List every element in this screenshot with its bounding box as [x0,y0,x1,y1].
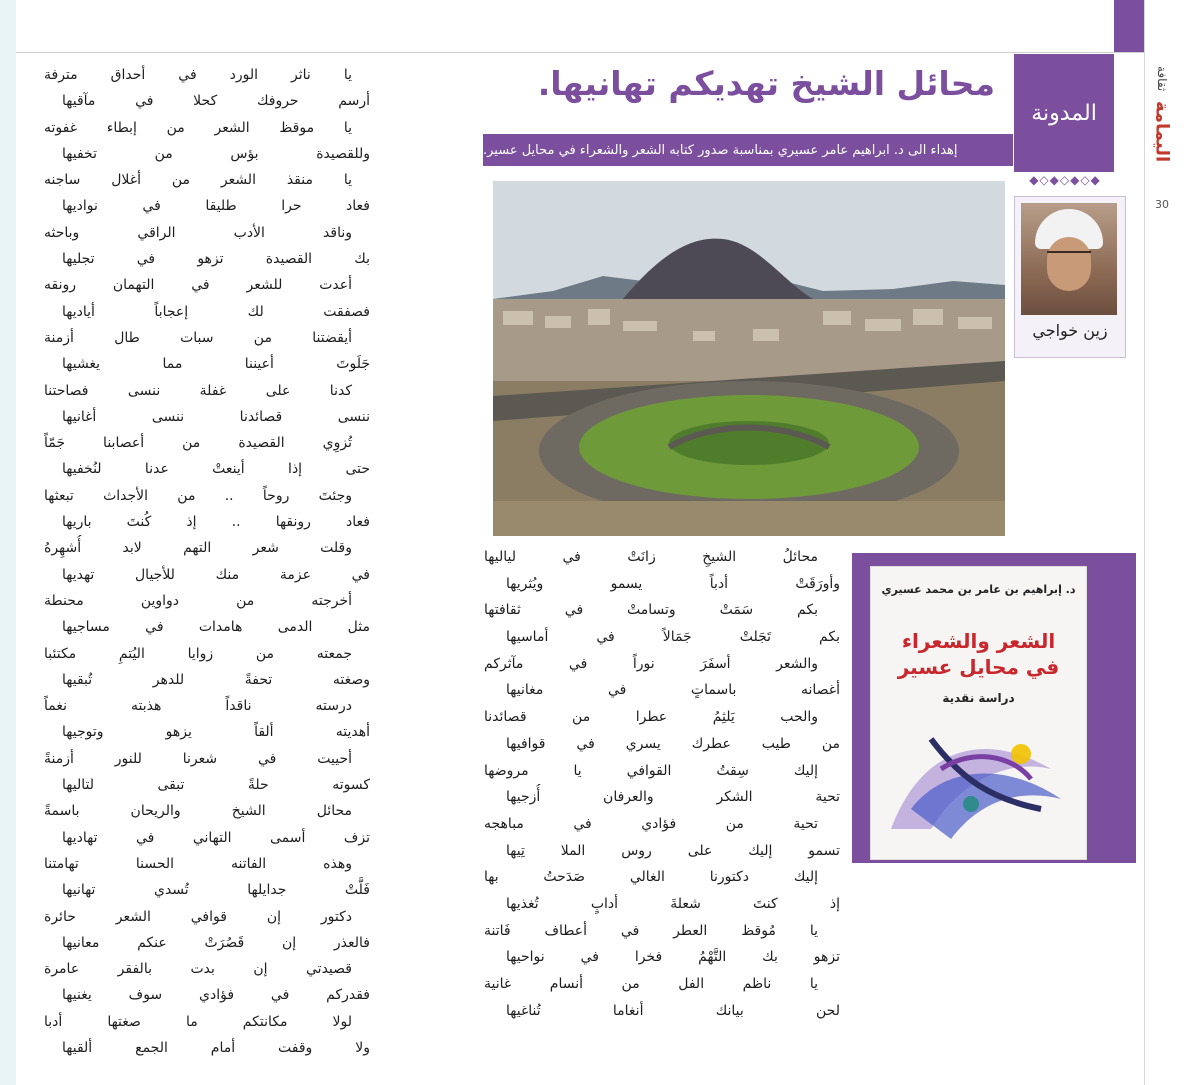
poem-line: حتى إذا أينعتْ عدنا لنُخفيها [62,461,370,478]
left-margin-strip [0,0,16,1085]
poem-line: والحب يَلثِمُ عطرا من قصائدنا [484,709,818,726]
poem-line: درسته ناقداً هذبته نغماً [44,698,352,715]
poem-line: بكم تَجَلتْ جَمَالاً في أماسيها [506,629,840,646]
poem-line: بك القصيدة تزهو في تجليها [62,251,370,268]
poem-line: تحية من فؤادي في مباهجه [484,815,818,832]
poem-line: محائلُ الشيخِ زانَتْ في لياليها [484,549,818,565]
poem-line: وأورَقَتْ أدباً يسمو ويُثريها [506,575,840,592]
poem-line: تُزوِي القصيدة من أعصابنا جَمّاً [44,435,352,452]
header-rule [16,52,1144,53]
poem-line: يا موقظ الشعر من إبطاء غفوته [44,119,352,136]
poem-line: كدنا على غفلة ننسى فصاحتنا [44,382,352,399]
poem-line: لحن بيانك أنغاما تُناغيها [506,1002,840,1019]
poem-column-left [44,62,370,1061]
poem-column-bottom [484,544,840,1024]
poem-line: يا منقذ الشعر من أغلال ساجنه [44,172,352,189]
magazine-logo: اليمامة [1151,101,1173,163]
poem-line: كسوته حلةً تبقى لتاليها [62,777,370,794]
poem-line: ننسى قصائدنا ننسى أغانيها [62,408,370,425]
poem-line: تزهو بك التَّهْمُ فخرا في نواحيها [506,949,840,966]
book-panel [852,553,1136,863]
book-author: د. إبراهيم بن عامر بن محمد عسيري [881,583,1076,596]
ornament-divider: ◆◇◆◇◆◇◆ [1029,173,1101,187]
article-subtitle: إهداء الى د. ابراهيم عامر عسيري بمناسبة صدور كتابه الشعر والشعراء في محايل عسير. [483,134,1013,166]
book-title-line2: في محايل عسير [897,655,1060,679]
poem-line: يا ناثر الورد في أحداق مترفة [44,67,352,83]
poem-line: أحييت في شعرنا للنور أزمنةً [44,750,352,767]
poem-line: فعاد رونقها .. إذ كُنتَ باريها [62,514,370,531]
city-photo-illustration [493,181,1005,536]
poem-line: فالعذر إن قَصُرَتْ عنكم معانيها [62,934,370,951]
page-edge-line [1144,0,1145,1085]
poem-line: وللقصيدة بؤس من تخفيها [62,145,370,162]
poem-line: ولا وقفت أمام الجمع ألقيها [62,1039,370,1056]
poem-line: وناقد الأدب الراقي وباحثه [44,224,352,241]
poem-line: تسمو إليك على روس الملا تِيها [506,842,840,859]
poem-line: لولا مكانتكم ما صغتها أدبا [44,1013,352,1030]
poem-line: أرسم حروفك كحلا في مآقيها [62,93,370,110]
poem-line: من طيب عطرك يسري في قوافيها [506,735,840,752]
poem-line: إذ كنتَ شعلةَ أدابٍ تُغذيها [506,895,840,912]
book-title-line1: الشعر والشعراء [901,629,1056,653]
poem-line: دكتور إن قوافي الشعر حائرة [44,908,352,925]
section-label: ثقافة [1155,66,1169,92]
author-photo [1021,203,1117,315]
poem-line: وجئتَ روحاً .. من الأجداث تبعثها [44,487,352,504]
book-cover [870,566,1087,860]
poem-line: وصغته تحفةً للدهر تُبقيها [62,671,370,688]
poem-line: فعاد حرا طليقا في نواديها [62,198,370,215]
poem-line: إليك دكتورنا الغالي صَدَحتُ بها [484,869,818,886]
poem-line: فصفقت لك إعجاباً أياديها [62,303,370,320]
poem-line: تزف أسمى التهاني في تهاديها [62,829,370,846]
poem-line: جَلَوتَ أعيننا مما يغشيها [62,356,370,373]
book-subtitle: دراسة نقدية [942,691,1015,705]
poem-line: فقدركم في فؤادي سوف يغنيها [62,987,370,1004]
poem-line: بكم سَمَتْ وتسامتْ في ثقافتها [484,602,818,619]
poem-line: تحية الشكر والعرفان أُزجيها [506,789,840,806]
calligraphy-artwork [871,709,1086,859]
poem-line: إليك سِقتُ القوافي يا مروضها [484,762,818,779]
author-name: زين خواجي [1032,321,1108,340]
poem-line: يا ناظم الفل من أنسام غانية [484,976,818,992]
poem-line: فَلَّتْ جدايلها تُسدي تهانيها [62,882,370,899]
city-photo [493,181,1005,536]
poem-line: أيقضتنا من سبات طال أزمنة [44,329,352,346]
poem-line: أعدت للشعر في التهمان رونقه [44,277,352,294]
article-headline: محائل الشيخ تهديكم تهانيها. [537,64,995,103]
poem-line: والشعر أسفَرَ نوراً في مآثركم [484,655,818,672]
poem-line: وقلت شعر التهم لابد أُشهِرهُ [44,540,352,557]
column-label: المدونة [1031,100,1097,126]
poem-line: جمعته من زوايا اليُتمِ مكتئبا [44,645,352,662]
side-tab [1148,54,1176,194]
poem-line: أهديته ألقاً يزهو وتوجيها [62,724,370,741]
poem-line: يا مُوقظ العطر في أعطاف فَاتنة [484,922,818,939]
poem-line: وهذه الفاتنه الحسنا تهامتنا [44,855,352,872]
page-number: 30 [1155,198,1169,211]
poem-line: قصيدتي إن بدت بالفقر عامرة [44,961,352,978]
poem-line: محائل الشيخ والريحان باسمةً [44,803,352,820]
header-accent-bar [1114,0,1144,52]
poem-line: أخرجته من دواوين محنطة [44,592,352,609]
author-card [1014,196,1126,358]
poem-line: أغصانه باسماتٍ في مغانيها [506,682,840,699]
column-label-box [1014,54,1114,172]
poem-line: مثل الدمى هامدات في مساجيها [62,619,370,636]
poem-line: في عزمة منك للأجيال تهديها [62,566,370,583]
